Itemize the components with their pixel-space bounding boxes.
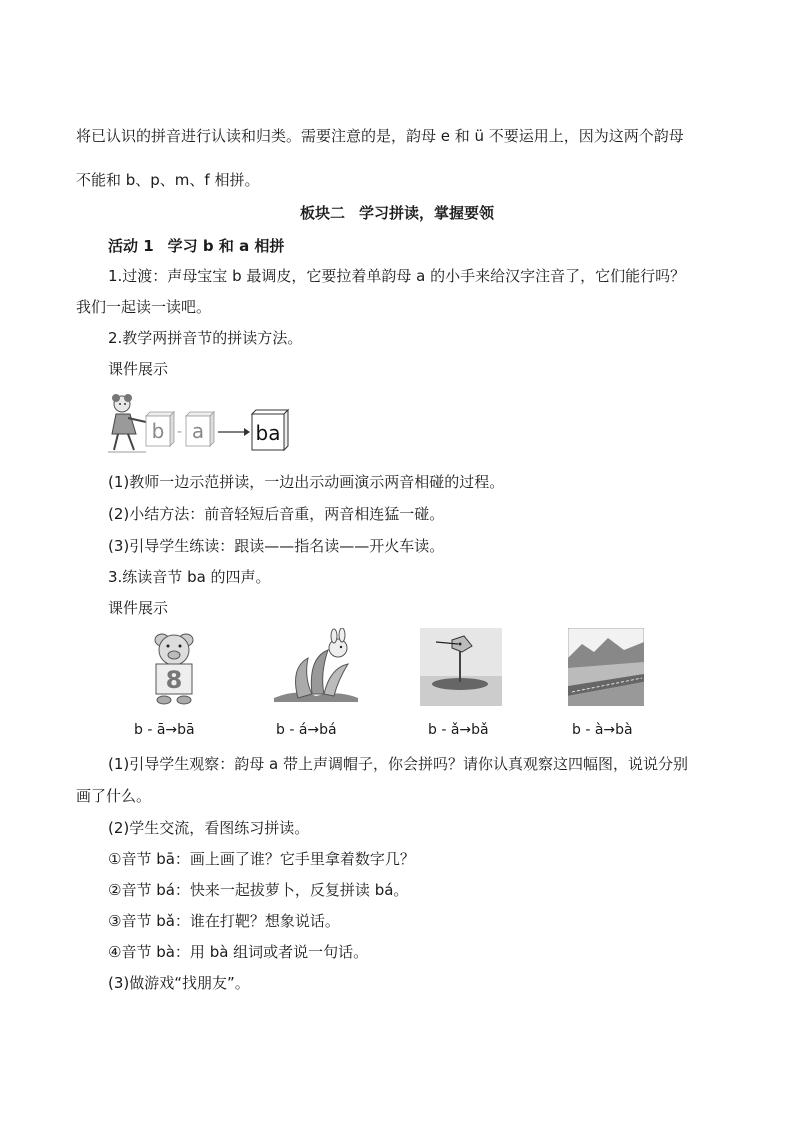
tone-pictures-row	[0, 628, 794, 708]
pig-holding-eight-icon	[136, 628, 212, 706]
paragraph-line: 2.教学两拼音节的拼读方法。	[108, 329, 303, 347]
girl-pushing-blocks-icon	[108, 394, 146, 452]
paragraph-line: 将已认识的拼音进行认读和归类。需要注意的是，韵母 e 和 ü 不要运用上，因为这两个韵母	[76, 127, 684, 145]
paragraph-line: ①音节 bā：画上画了谁？它手里拿着数字几？	[108, 850, 415, 868]
block-ba	[252, 410, 288, 450]
section-title: 学习拼读，掌握要领	[359, 204, 495, 222]
connector-dash: -	[177, 424, 183, 440]
tone-captions-row	[0, 720, 794, 740]
paragraph-line: (3)做游戏“找朋友”。	[108, 974, 250, 992]
tone-caption: b - ā→bā	[134, 722, 195, 738]
paragraph-line: ②音节 bá：快来一起拔萝卜，反复拼读 bá。	[108, 881, 409, 899]
pulling-radish-icon	[268, 628, 364, 706]
pinyin-blocks-figure	[106, 392, 306, 454]
svg-text:a: a	[191, 419, 205, 443]
tone-caption: b - à→bà	[572, 722, 633, 738]
section-number: 板块二	[299, 204, 345, 222]
paragraph-line: ④音节 bà：用 bà 组词或者说一句话。	[108, 943, 369, 961]
paragraph-line: ③音节 bǎ：谁在打靶？想象说话。	[108, 912, 340, 930]
paragraph-line: (1)引导学生观察：韵母 a 带上声调帽子，你会拼吗？请你认真观察这四幅图，说说分别	[108, 755, 688, 773]
activity-heading	[108, 236, 758, 256]
section-heading	[0, 203, 794, 223]
block-b	[146, 412, 174, 446]
paragraph-line: 3.练读音节 ba 的四声。	[108, 568, 271, 586]
svg-text:ba: ba	[255, 421, 281, 445]
activity-number: 活动 1	[108, 237, 154, 255]
svg-text:b: b	[151, 419, 165, 443]
paragraph-line: (1)教师一边示范拼读，一边出示动画演示两音相碰的过程。	[108, 473, 505, 491]
paragraph-line: 1.过渡：声母宝宝 b 最调皮，它要拉着单韵母 a 的小手来给汉字注音了，它们能行吗？	[108, 267, 686, 285]
courseware-label: 课件展示	[108, 599, 169, 617]
tone-caption: b - á→bá	[276, 722, 337, 738]
paragraph-line: 画了什么。	[76, 787, 152, 805]
picture-digit: 8	[165, 666, 183, 694]
paragraph-line: (3)引导学生练读：跟读——指名读——开火车读。	[108, 537, 445, 555]
right-arrow-icon	[218, 428, 250, 436]
paragraph-line: 不能和 b、p、m、f 相拼。	[76, 171, 260, 189]
paragraph-line: (2)小结方法：前音轻短后音重，两音相连猛一碰。	[108, 505, 445, 523]
block-a	[186, 412, 214, 446]
paragraph-line: (2)学生交流，看图练习拼读。	[108, 819, 310, 837]
tone-caption: b - ǎ→bǎ	[428, 722, 489, 738]
dam-landscape-icon	[568, 628, 644, 706]
courseware-label: 课件展示	[108, 360, 169, 378]
activity-title: 学习 b 和 a 相拼	[167, 237, 285, 255]
paragraph-line: 我们一起读一读吧。	[76, 298, 212, 316]
target-shooting-icon	[420, 628, 502, 706]
